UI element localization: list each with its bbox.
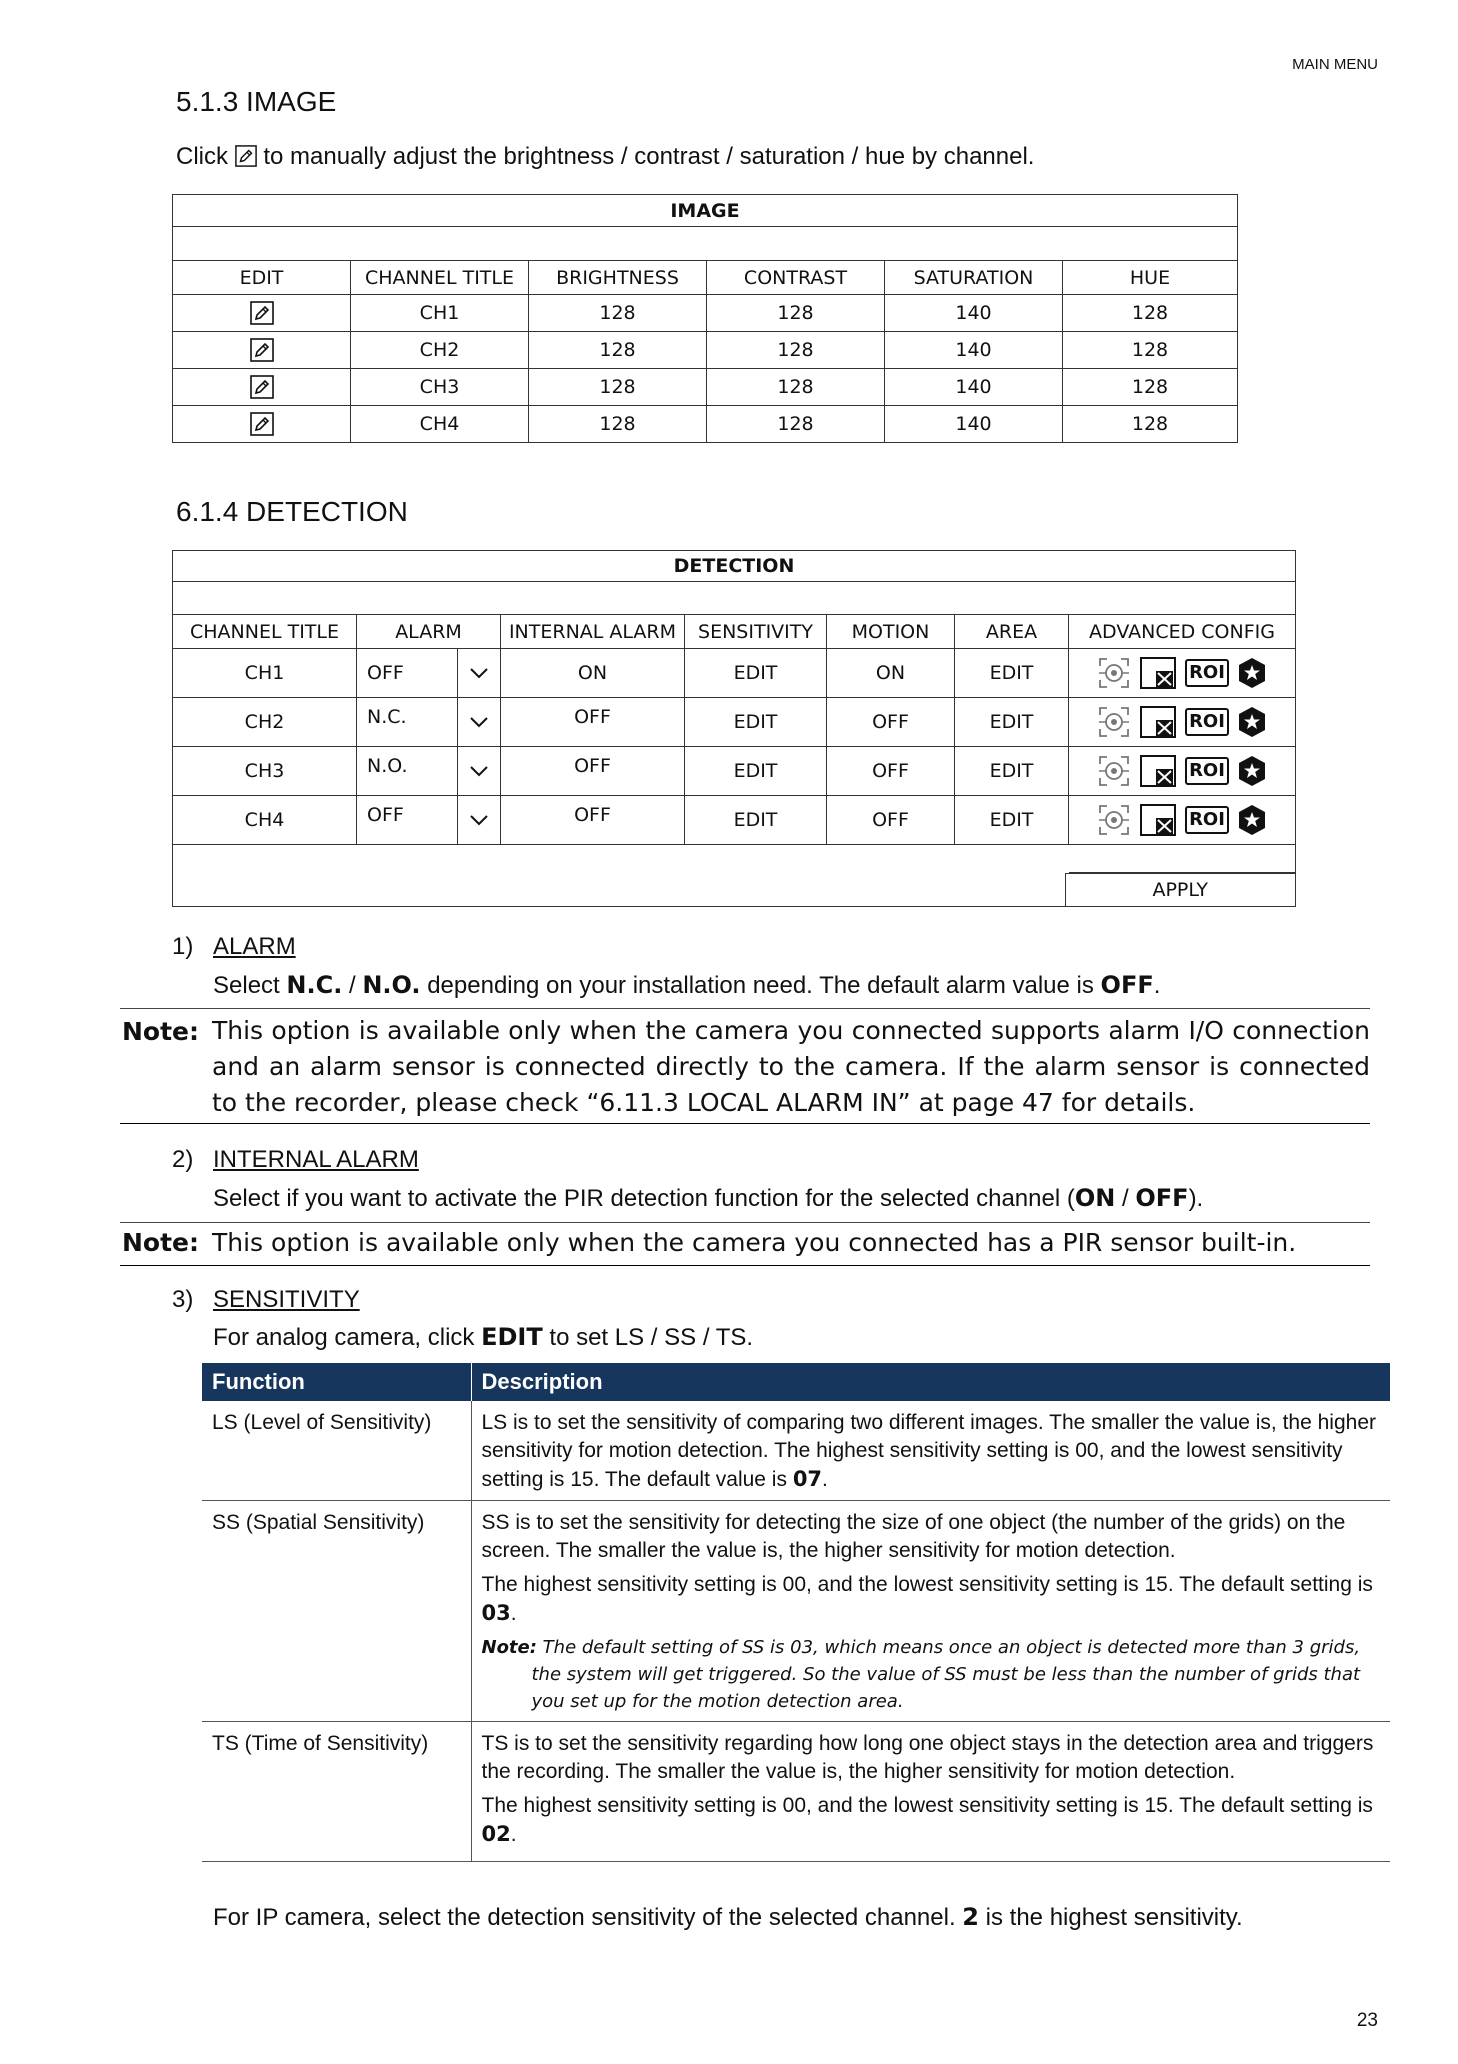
item-number: 2) (172, 1146, 194, 1173)
note-label: Note: (122, 1228, 200, 1257)
note-text: This option is available only when the camera you connected supports alarm I/O connection and an alarm sensor is connected directly to the camera. If the alarm sensor is connected to the recorder, please check “6.11.3 LOCAL ALARM IN” at page 47 for details. (212, 1016, 1370, 1117)
sensitivity-item-text: For analog camera, click EDIT to set LS / SS / TS. (213, 1323, 754, 1351)
sensitivity-edit-button[interactable]: EDIT (685, 796, 827, 845)
alarm-dropdown[interactable] (458, 747, 501, 796)
contrast-value: 128 (707, 332, 885, 369)
channel-title: CH2 (351, 332, 529, 369)
saturation-value: 140 (885, 295, 1063, 332)
function-ts: TS (Time of Sensitivity) (202, 1722, 471, 1862)
col-header-advanced-config: ADVANCED CONFIG (1069, 615, 1296, 649)
contrast-value: 128 (707, 369, 885, 406)
apply-button[interactable]: APPLY (1065, 873, 1296, 906)
channel-title: CH1 (351, 295, 529, 332)
item-number: 3) (172, 1286, 194, 1313)
col-header-contrast: CONTRAST (707, 261, 885, 295)
alarm-dropdown[interactable] (458, 796, 501, 845)
detection-table-footer (173, 873, 1069, 907)
advanced-config-cell (1069, 698, 1296, 747)
note-alarm (120, 1008, 1370, 1124)
ss-note: Note: The default setting of SS is 03, which means once an object is detected more than 3 grids, the system will get triggered. So the value of SS must be less than the number of grids that you set up for the motion detection area. (481, 1637, 1361, 1712)
roi-icon[interactable]: ROI (1185, 708, 1229, 736)
sensitivity-item-title: SENSITIVITY (213, 1286, 360, 1313)
alarm-item-text: Select N.C. / N.O. depending on your installation need. The default alarm value is OFF. (213, 971, 1161, 999)
hue-value: 128 (1063, 406, 1238, 443)
col-header-saturation: SATURATION (885, 261, 1063, 295)
target-icon[interactable] (1097, 705, 1131, 739)
image-intro-after: to manually adjust the brightness / contrast / saturation / hue by channel. (263, 143, 1035, 170)
detection-table-spacer (173, 582, 1296, 615)
edit-icon (250, 375, 274, 399)
hue-value: 128 (1063, 332, 1238, 369)
brightness-value: 128 (529, 295, 707, 332)
image-table-spacer (173, 227, 1238, 261)
alarm-select[interactable]: OFF (357, 796, 458, 845)
header-section-label: MAIN MENU (1292, 56, 1378, 73)
edit-pencil-icon (235, 145, 257, 167)
roi-icon[interactable]: ROI (1185, 806, 1229, 834)
edit-button-ch4[interactable] (173, 406, 351, 443)
area-edit-button[interactable]: EDIT (955, 649, 1069, 698)
alarm-dropdown[interactable] (458, 698, 501, 747)
table-row (173, 332, 1238, 369)
col-header-area: AREA (955, 615, 1069, 649)
saturation-value: 140 (885, 332, 1063, 369)
image-intro (176, 143, 1034, 171)
edit-button-ch1[interactable] (173, 295, 351, 332)
roi-icon[interactable]: ROI (1185, 757, 1229, 785)
mask-icon[interactable] (1139, 803, 1177, 837)
col-header-motion: MOTION (827, 615, 955, 649)
alarm-select[interactable]: N.O. (357, 747, 458, 796)
sensitivity-edit-button[interactable]: EDIT (685, 698, 827, 747)
edit-icon (250, 338, 274, 362)
chevron-down-icon (469, 765, 489, 777)
description-ss: SS is to set the sensitivity for detecting the size of one object (the number of the grids) on the screen. The smaller the value is, the higher sensitivity for motion detection. The highest sensitivity setting is 00, and the lowest sensitivity setting is 15. The default setting is 03. Note: The default setting of SS is 03, which means once an object is detected more than 3 grids, the system will get triggered. So the value of SS must be less than the number of grids that you set up for the motion detection area. (471, 1501, 1390, 1722)
channel-title: CH4 (351, 406, 529, 443)
table-row (173, 369, 1238, 406)
detection-table-title: DETECTION (173, 551, 1296, 582)
table-row (173, 747, 1296, 796)
table-row (173, 796, 1296, 845)
roi-icon[interactable]: ROI (1185, 659, 1229, 687)
table-row (173, 698, 1296, 747)
edit-icon (250, 412, 274, 436)
function-ls: LS (Level of Sensitivity) (202, 1401, 471, 1501)
col-header-alarm: ALARM (357, 615, 501, 649)
detection-table-footer-spacer (173, 845, 1296, 873)
sensitivity-table (202, 1363, 1390, 1862)
edit-icon (250, 301, 274, 325)
contrast-value: 128 (707, 295, 885, 332)
edit-button-ch2[interactable] (173, 332, 351, 369)
hue-value: 128 (1063, 295, 1238, 332)
brightness-value: 128 (529, 369, 707, 406)
mask-icon[interactable] (1139, 705, 1177, 739)
shield-star-icon[interactable] (1237, 657, 1267, 689)
area-edit-button[interactable]: EDIT (955, 747, 1069, 796)
col-header-function: Function (202, 1363, 471, 1401)
sensitivity-edit-button[interactable]: EDIT (685, 747, 827, 796)
internal-alarm-toggle[interactable]: OFF (501, 698, 685, 747)
alarm-select[interactable]: N.C. (357, 698, 458, 747)
col-header-channel-title: CHANNEL TITLE (173, 615, 357, 649)
col-header-channel-title: CHANNEL TITLE (351, 261, 529, 295)
sensitivity-edit-button[interactable]: EDIT (685, 649, 827, 698)
shield-star-icon[interactable] (1237, 755, 1267, 787)
channel-title: CH1 (173, 649, 357, 698)
description-ls: LS is to set the sensitivity of comparing two different images. The smaller the value is, the higher sensitivity for motion detection. The highest sensitivity setting is 00, and the lowest sensitivity setting is 15. The default value is 07. (471, 1401, 1390, 1501)
alarm-dropdown[interactable] (458, 649, 501, 698)
internal-alarm-toggle[interactable]: ON (501, 649, 685, 698)
col-header-edit: EDIT (173, 261, 351, 295)
function-ss: SS (Spatial Sensitivity) (202, 1501, 471, 1722)
ip-camera-text: For IP camera, select the detection sensitivity of the selected channel. 2 is the highest sensitivity. (213, 1903, 1243, 1931)
channel-title: CH4 (173, 796, 357, 845)
image-table-title: IMAGE (173, 195, 1238, 227)
description-ts: TS is to set the sensitivity regarding how long one object stays in the detection area and triggers the recording. The smaller the value is, the higher sensitivity for motion detection. The highest sensitivity setting is 00, and the lowest sensitivity setting is 15. The default setting is 02. (471, 1722, 1390, 1862)
internal-alarm-toggle[interactable]: OFF (501, 747, 685, 796)
chevron-down-icon (469, 667, 489, 679)
table-row (173, 295, 1238, 332)
brightness-value: 128 (529, 332, 707, 369)
apply-cell (1069, 873, 1296, 907)
internal-alarm-item-text: Select if you want to activate the PIR detection function for the selected channel (ON / OFF). (213, 1184, 1204, 1212)
saturation-value: 140 (885, 406, 1063, 443)
channel-title: CH2 (173, 698, 357, 747)
chevron-down-icon (469, 814, 489, 826)
image-table (172, 194, 1238, 443)
alarm-select[interactable]: OFF (357, 649, 458, 698)
motion-toggle[interactable]: OFF (827, 698, 955, 747)
item-number: 1) (172, 933, 194, 960)
area-edit-button[interactable]: EDIT (955, 698, 1069, 747)
brightness-value: 128 (529, 406, 707, 443)
mask-icon[interactable] (1139, 656, 1177, 690)
table-row (202, 1501, 1390, 1722)
detection-section-heading: 6.1.4 DETECTION (176, 496, 408, 527)
motion-toggle[interactable]: OFF (827, 796, 955, 845)
internal-alarm-toggle[interactable]: OFF (501, 796, 685, 845)
table-row (173, 649, 1296, 698)
col-header-description: Description (471, 1363, 1390, 1401)
image-section-heading: 5.1.3 IMAGE (176, 86, 337, 117)
advanced-config-cell (1069, 649, 1296, 698)
image-intro-before: Click (176, 143, 228, 170)
target-icon[interactable] (1097, 754, 1131, 788)
table-row (202, 1722, 1390, 1862)
col-header-brightness: BRIGHTNESS (529, 261, 707, 295)
table-row (173, 406, 1238, 443)
col-header-hue: HUE (1063, 261, 1238, 295)
chevron-down-icon (469, 716, 489, 728)
internal-alarm-item-title: INTERNAL ALARM (213, 1146, 419, 1173)
area-edit-button[interactable]: EDIT (955, 796, 1069, 845)
motion-toggle[interactable]: ON (827, 649, 955, 698)
note-label: Note: (122, 1017, 200, 1046)
target-icon[interactable] (1097, 656, 1131, 690)
col-header-sensitivity: SENSITIVITY (685, 615, 827, 649)
shield-star-icon[interactable] (1237, 706, 1267, 738)
motion-toggle[interactable]: OFF (827, 747, 955, 796)
hue-value: 128 (1063, 369, 1238, 406)
mask-icon[interactable] (1139, 754, 1177, 788)
alarm-item-title: ALARM (213, 933, 296, 960)
col-header-internal-alarm: INTERNAL ALARM (501, 615, 685, 649)
detection-table (172, 550, 1296, 907)
edit-button-ch3[interactable] (173, 369, 351, 406)
channel-title: CH3 (351, 369, 529, 406)
note-pir (120, 1222, 1370, 1266)
channel-title: CH3 (173, 747, 357, 796)
advanced-config-cell (1069, 747, 1296, 796)
advanced-config-cell (1069, 796, 1296, 845)
contrast-value: 128 (707, 406, 885, 443)
saturation-value: 140 (885, 369, 1063, 406)
note-text: This option is available only when the camera you connected has a PIR sensor built-in. (212, 1228, 1297, 1257)
target-icon[interactable] (1097, 803, 1131, 837)
table-row (202, 1401, 1390, 1501)
shield-star-icon[interactable] (1237, 804, 1267, 836)
page-number: 23 (1356, 2010, 1378, 2031)
